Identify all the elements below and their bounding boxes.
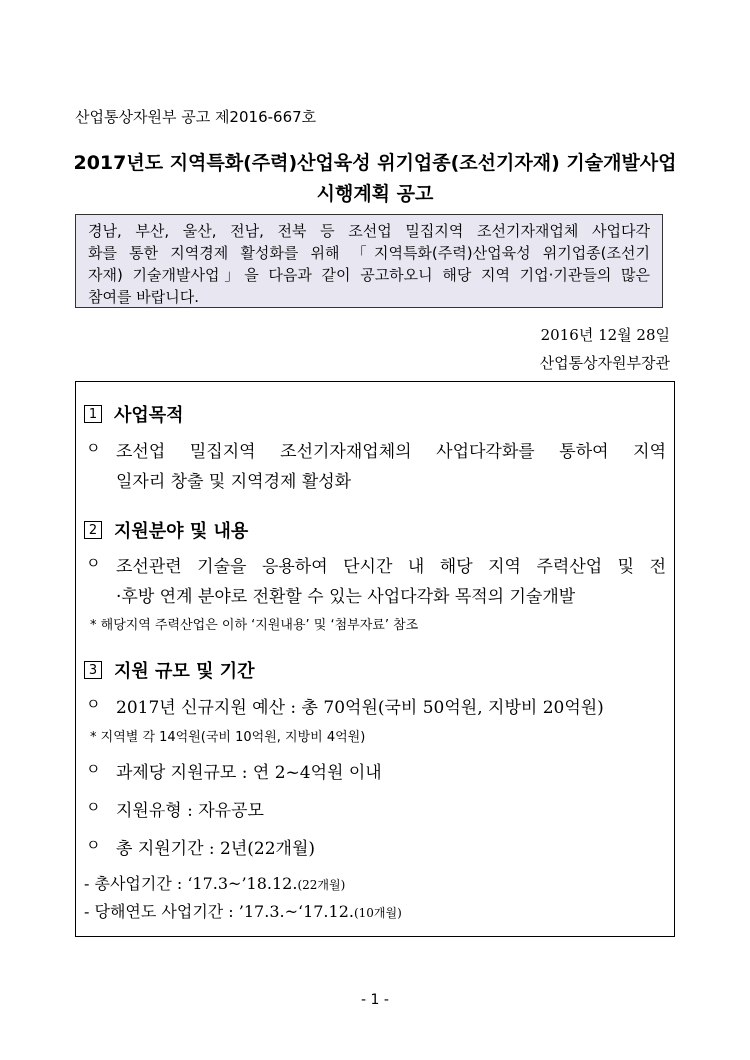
bullet-mark: ㅇ: [86, 836, 101, 854]
section-number-icon: 1: [84, 405, 102, 423]
intro-line: 참여를 바랍니다.: [88, 288, 199, 306]
section-3-total-period: [84, 871, 345, 894]
intro-line: 화를 통한 지역경제 활성화를 위해 「지역특화(주력)산업육성 위기업종(조선기: [88, 244, 650, 262]
bullet-mark: ㅇ: [86, 554, 101, 572]
section-title: 사업목적: [114, 405, 184, 426]
section-3-bullet-type: [86, 796, 666, 826]
bullet-line: 조선업 밀집지역 조선기자재업체의 사업다각화를 통하여 지역: [116, 442, 666, 462]
document-title-line2: 시행계획 공고: [316, 183, 434, 205]
dash-small: (22개월): [297, 878, 346, 892]
document-title-line1: 2017년도 지역특화(주력)산업육성 위기업종(조선기자재) 기술개발사업: [73, 152, 677, 174]
bullet-line: 과제당 지원규모 : 연 2~4억원 이내: [116, 763, 382, 783]
section-3-bullet-period: [86, 834, 666, 864]
section-1-bullet: [86, 437, 666, 497]
bullet-line: 지원유형 : 자유공모: [116, 801, 264, 821]
dash-text: - 총사업기간 : ‘17.3~’18.12.: [84, 874, 298, 893]
dash-small: (10개월): [353, 906, 402, 920]
section-title: 지원 규모 및 기간: [114, 661, 255, 682]
section-number-icon: 3: [84, 661, 102, 679]
notice-number: 산업통상자원부 공고 제2016-667호: [75, 108, 317, 126]
section-2-bullet: [86, 552, 666, 612]
bullet-mark: ㅇ: [86, 760, 101, 778]
bullet-line: 2017년 신규지원 예산 : 총 70억원(국비 50억원, 지방비 20억원): [116, 698, 604, 718]
page-number: - 1 -: [361, 992, 389, 1008]
bullet-mark: ㅇ: [86, 439, 101, 457]
bullet-line: 조선관련 기술을 응용하여 단시간 내 해당 지역 주력산업 및 전: [116, 557, 666, 577]
section-3-year-period: [84, 899, 402, 922]
section-3-bullet-scale: [86, 758, 666, 788]
announcement-date: 2016년 12월 28일: [540, 326, 670, 344]
section-3-note: * 지역별 각 14억원(국비 10억원, 지방비 4억원): [90, 730, 366, 745]
intro-box: [75, 214, 663, 308]
section-3-bullet-budget: [86, 693, 666, 723]
section-2-heading: [84, 517, 248, 543]
section-1-heading: [84, 401, 184, 427]
bullet-mark: ㅇ: [86, 798, 101, 816]
bullet-line: 일자리 창출 및 지역경제 활성화: [116, 472, 352, 492]
intro-line: 자재) 기술개발사업」을 다음과 같이 공고하오니 해당 지역 기업·기관들의 많은: [88, 266, 650, 284]
section-title: 지원분야 및 내용: [114, 521, 249, 542]
section-2-note: * 해당지역 주력산업은 이하 ‘지원내용’ 및 ‘첨부자료’ 참조: [90, 618, 419, 633]
section-number-icon: 2: [84, 521, 102, 539]
bullet-line: 총 지원기간 : 2년(22개월): [116, 839, 316, 859]
intro-line: 경남, 부산, 울산, 전남, 전북 등 조선업 밀집지역 조선기자재업체 사업다각: [88, 222, 650, 240]
dash-text: - 당해연도 사업기간 : ’17.3.~‘17.12.: [84, 902, 354, 921]
section-3-heading: [84, 657, 255, 683]
bullet-line: ·후방 연계 분야로 전환할 수 있는 사업다각화 목적의 기술개발: [116, 587, 576, 607]
bullet-mark: ㅇ: [86, 695, 101, 713]
issuer: 산업통상자원부장관: [539, 354, 670, 372]
